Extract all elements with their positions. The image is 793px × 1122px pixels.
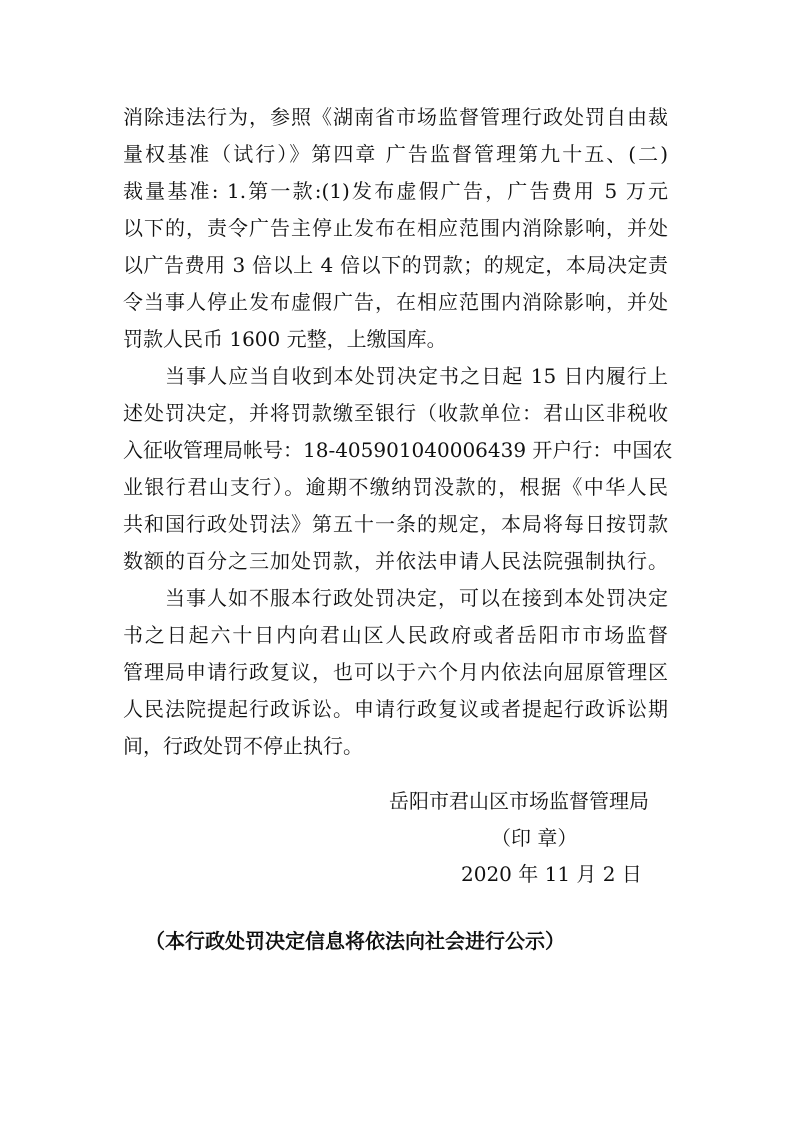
text-line: 以广告费用 3 倍以上 4 倍以下的罚款；的规定，本局决定责 [123,253,668,277]
public-disclosure-notice: （本行政处罚决定信息将依法向社会进行公示） [145,929,565,953]
text-line: 入征收管理局帐号：18-405901040006439 开户行：中国农 [123,438,673,462]
seal-label: （印 章） [491,826,578,850]
text-line: 书之日起六十日内向君山区人民政府或者岳阳市市场监督 [123,623,668,647]
text-line: 当事人如不服本行政处罚决定，可以在接到本处罚决定 [165,586,668,610]
text-line: 以下的，责令广告主停止发布在相应范围内消除影响，并处 [123,216,668,240]
text-line: 述处罚决定，并将罚款缴至银行（收款单位：君山区非税收 [123,401,668,425]
issue-date: 2020 年 11 月 2 日 [461,862,642,886]
issuing-organization: 岳阳市君山区市场监督管理局 [389,789,649,813]
text-line: 量权基准（试行）》第四章 广告监督管理第九十五、(二) [123,142,668,166]
text-line: 业银行君山支行）。逾期不缴纳罚没款的，根据《中华人民 [123,475,668,499]
text-line: 管理局申请行政复议，也可以于六个月内依法向屈原管理区 [123,660,668,684]
text-line: 共和国行政处罚法》第五十一条的规定，本局将每日按罚款 [123,512,668,536]
text-line: 罚款人民币 1600 元整，上缴国库。 [123,327,447,351]
text-line: 人民法院提起行政诉讼。申请行政复议或者提起行政诉讼期 [123,697,668,721]
text-line: 令当事人停止发布虚假广告，在相应范围内消除影响，并处 [123,290,668,314]
text-line: 裁量基准: 1.第一款:(1)发布虚假广告，广告费用 5 万元 [123,179,668,203]
text-line: 间，行政处罚不停止执行。 [123,734,363,758]
text-line: 数额的百分之三加处罚款，并依法申请人民法院强制执行。 [123,549,668,573]
text-line: 当事人应当自收到本处罚决定书之日起 15 日内履行上 [165,364,668,388]
text-line: 消除违法行为，参照《湖南省市场监督管理行政处罚自由裁 [123,105,668,129]
